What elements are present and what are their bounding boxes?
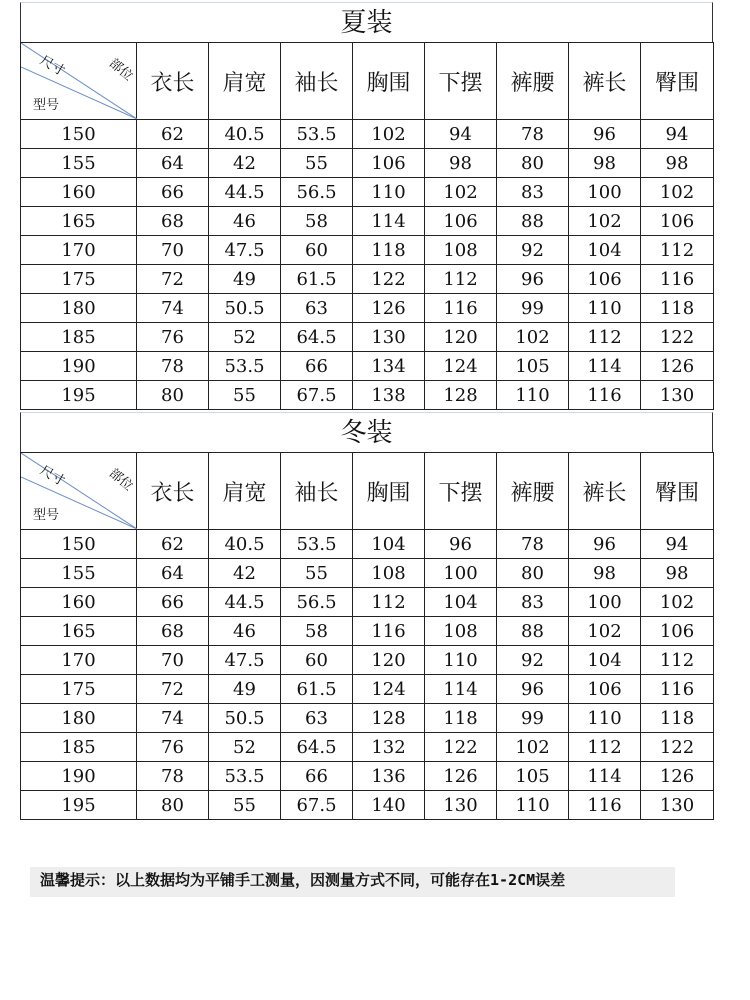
measurement-cell: 80 (497, 559, 569, 588)
measurement-cell: 128 (425, 381, 497, 410)
measurement-cell: 112 (569, 323, 641, 352)
measurement-cell: 104 (569, 646, 641, 675)
model-cell: 150 (21, 530, 137, 559)
measurement-cell: 50.5 (209, 294, 281, 323)
measurement-cell: 88 (497, 207, 569, 236)
measurement-cell: 98 (425, 149, 497, 178)
column-header: 裤长 (569, 453, 641, 530)
measurement-cell: 96 (569, 530, 641, 559)
measurement-cell: 102 (569, 617, 641, 646)
measurement-cell: 52 (209, 733, 281, 762)
measurement-cell: 49 (209, 265, 281, 294)
model-cell: 150 (21, 120, 137, 149)
winter-title: 冬装 (20, 412, 713, 452)
table-row (21, 704, 714, 733)
table-row (21, 588, 714, 617)
measurement-cell: 106 (425, 207, 497, 236)
measurement-cell: 114 (569, 762, 641, 791)
measurement-cell: 94 (425, 120, 497, 149)
measurement-cell: 67.5 (281, 791, 353, 820)
measurement-cell: 66 (137, 178, 209, 207)
model-cell: 195 (21, 381, 137, 410)
measurement-cell: 128 (353, 704, 425, 733)
measurement-cell: 53.5 (209, 352, 281, 381)
model-cell: 170 (21, 236, 137, 265)
measurement-cell: 116 (569, 791, 641, 820)
table-row (21, 294, 714, 323)
measurement-cell: 102 (641, 178, 714, 207)
table-row (21, 617, 714, 646)
measurement-cell: 64 (137, 149, 209, 178)
corner-size-label: 尺寸 (36, 463, 68, 490)
measurement-cell: 99 (497, 704, 569, 733)
measurement-cell: 92 (497, 646, 569, 675)
measurement-cell: 130 (353, 323, 425, 352)
model-cell: 155 (21, 149, 137, 178)
table-row (21, 646, 714, 675)
measurement-cell: 126 (425, 762, 497, 791)
measurement-cell: 56.5 (281, 178, 353, 207)
measurement-cell: 62 (137, 120, 209, 149)
measurement-cell: 112 (569, 733, 641, 762)
measurement-cell: 126 (641, 352, 714, 381)
measurement-cell: 66 (281, 762, 353, 791)
measurement-cell: 110 (353, 178, 425, 207)
column-header: 肩宽 (209, 453, 281, 530)
measurement-cell: 46 (209, 207, 281, 236)
measurement-cell: 126 (353, 294, 425, 323)
measurement-cell: 94 (641, 530, 714, 559)
winter-size-section (20, 412, 713, 820)
model-cell: 180 (21, 294, 137, 323)
table-row (21, 352, 714, 381)
measurement-cell: 42 (209, 149, 281, 178)
corner-size-label: 尺寸 (36, 53, 68, 80)
measurement-cell: 78 (497, 530, 569, 559)
measurement-cell: 40.5 (209, 120, 281, 149)
corner-header (21, 43, 137, 120)
measurement-cell: 60 (281, 646, 353, 675)
measurement-cell: 53.5 (209, 762, 281, 791)
model-cell: 160 (21, 178, 137, 207)
measurement-cell: 100 (569, 178, 641, 207)
measurement-cell: 110 (497, 791, 569, 820)
model-cell: 165 (21, 617, 137, 646)
measurement-cell: 96 (497, 265, 569, 294)
measurement-cell: 112 (641, 236, 714, 265)
model-cell: 190 (21, 762, 137, 791)
measurement-cell: 76 (137, 323, 209, 352)
measurement-cell: 106 (569, 265, 641, 294)
model-cell: 195 (21, 791, 137, 820)
table-row (21, 675, 714, 704)
measurement-cell: 94 (641, 120, 714, 149)
measurement-cell: 100 (569, 588, 641, 617)
measurement-cell: 134 (353, 352, 425, 381)
measurement-cell: 114 (569, 352, 641, 381)
model-cell: 175 (21, 265, 137, 294)
measurement-cell: 98 (641, 559, 714, 588)
measurement-cell: 67.5 (281, 381, 353, 410)
column-header: 臀围 (641, 43, 714, 120)
measurement-cell: 68 (137, 207, 209, 236)
measurement-cell: 124 (425, 352, 497, 381)
measurement-cell: 40.5 (209, 530, 281, 559)
measurement-cell: 53.5 (281, 120, 353, 149)
measurement-cell: 68 (137, 617, 209, 646)
column-header: 肩宽 (209, 43, 281, 120)
model-cell: 185 (21, 733, 137, 762)
measurement-cell: 118 (425, 704, 497, 733)
measurement-cell: 78 (137, 352, 209, 381)
measurement-cell: 70 (137, 646, 209, 675)
column-header: 下摆 (425, 453, 497, 530)
table-row (21, 265, 714, 294)
corner-model-label: 型号 (33, 98, 60, 113)
measurement-cell: 132 (353, 733, 425, 762)
measurement-cell: 102 (569, 207, 641, 236)
measurement-cell: 102 (497, 323, 569, 352)
measurement-cell: 46 (209, 617, 281, 646)
measurement-cell: 96 (497, 675, 569, 704)
measurement-cell: 116 (425, 294, 497, 323)
measurement-cell: 76 (137, 733, 209, 762)
model-cell: 160 (21, 588, 137, 617)
column-header: 衣长 (137, 43, 209, 120)
measurement-cell: 110 (425, 646, 497, 675)
measurement-cell: 106 (641, 617, 714, 646)
measurement-cell: 130 (425, 791, 497, 820)
corner-part-label: 部位 (105, 465, 136, 495)
measurement-cell: 118 (353, 236, 425, 265)
table-row (21, 323, 714, 352)
measurement-cell: 66 (281, 352, 353, 381)
table-row (21, 381, 714, 410)
measurement-cell: 102 (497, 733, 569, 762)
measurement-cell: 55 (281, 149, 353, 178)
measurement-cell: 80 (497, 149, 569, 178)
measurement-cell: 55 (209, 791, 281, 820)
measurement-cell: 108 (353, 559, 425, 588)
measurement-cell: 64.5 (281, 323, 353, 352)
measurement-cell: 64.5 (281, 733, 353, 762)
measurement-cell: 122 (641, 733, 714, 762)
measurement-cell: 63 (281, 294, 353, 323)
measurement-cell: 47.5 (209, 646, 281, 675)
summer-title: 夏装 (20, 2, 713, 42)
measurement-cell: 98 (641, 149, 714, 178)
column-header: 下摆 (425, 43, 497, 120)
measurement-cell: 120 (353, 646, 425, 675)
measurement-cell: 122 (641, 323, 714, 352)
measurement-cell: 102 (425, 178, 497, 207)
measurement-cell: 112 (353, 588, 425, 617)
measurement-cell: 63 (281, 704, 353, 733)
measurement-cell: 83 (497, 178, 569, 207)
measurement-cell: 58 (281, 617, 353, 646)
measurement-cell: 110 (569, 704, 641, 733)
measurement-cell: 108 (425, 617, 497, 646)
measurement-cell: 104 (353, 530, 425, 559)
measurement-cell: 96 (569, 120, 641, 149)
measurement-cell: 92 (497, 236, 569, 265)
model-cell: 165 (21, 207, 137, 236)
table-row (21, 178, 714, 207)
measurement-cell: 99 (497, 294, 569, 323)
measurement-cell: 110 (497, 381, 569, 410)
measurement-cell: 118 (641, 704, 714, 733)
measurement-cell: 122 (353, 265, 425, 294)
table-row (21, 733, 714, 762)
table-row (21, 559, 714, 588)
measurement-cell: 122 (425, 733, 497, 762)
measurement-cell: 98 (569, 149, 641, 178)
measurement-cell: 55 (281, 559, 353, 588)
measurement-cell: 116 (569, 381, 641, 410)
model-cell: 180 (21, 704, 137, 733)
table-row (21, 120, 714, 149)
measurement-cell: 56.5 (281, 588, 353, 617)
measurement-cell: 100 (425, 559, 497, 588)
model-cell: 175 (21, 675, 137, 704)
column-header: 臀围 (641, 453, 714, 530)
measurement-cell: 64 (137, 559, 209, 588)
table-row (21, 236, 714, 265)
measurement-cell: 98 (569, 559, 641, 588)
measurement-cell: 112 (641, 646, 714, 675)
measurement-cell: 61.5 (281, 675, 353, 704)
measurement-cell: 140 (353, 791, 425, 820)
measurement-cell: 106 (569, 675, 641, 704)
summer-size-section (20, 2, 713, 410)
measurement-cell: 118 (641, 294, 714, 323)
measurement-cell: 60 (281, 236, 353, 265)
measurement-cell: 114 (353, 207, 425, 236)
model-cell: 190 (21, 352, 137, 381)
measurement-cell: 102 (641, 588, 714, 617)
measurement-cell: 102 (353, 120, 425, 149)
measurement-cell: 116 (641, 265, 714, 294)
corner-header (21, 453, 137, 530)
measurement-cell: 44.5 (209, 588, 281, 617)
measurement-cell: 70 (137, 236, 209, 265)
measurement-cell: 74 (137, 294, 209, 323)
measurement-cell: 106 (353, 149, 425, 178)
winter-size-table (20, 452, 714, 820)
measurement-cell: 136 (353, 762, 425, 791)
measurement-cell: 49 (209, 675, 281, 704)
model-cell: 185 (21, 323, 137, 352)
measurement-cell: 130 (641, 791, 714, 820)
measurement-cell: 47.5 (209, 236, 281, 265)
measurement-cell: 53.5 (281, 530, 353, 559)
measurement-cell: 83 (497, 588, 569, 617)
measurement-cell: 105 (497, 762, 569, 791)
measurement-cell: 138 (353, 381, 425, 410)
measurement-cell: 78 (137, 762, 209, 791)
measurement-cell: 104 (569, 236, 641, 265)
measurement-cell: 105 (497, 352, 569, 381)
model-cell: 170 (21, 646, 137, 675)
measurement-cell: 52 (209, 323, 281, 352)
measurement-cell: 80 (137, 791, 209, 820)
measurement-cell: 55 (209, 381, 281, 410)
measurement-cell: 106 (641, 207, 714, 236)
column-header: 袖长 (281, 43, 353, 120)
measurement-cell: 96 (425, 530, 497, 559)
measurement-cell: 62 (137, 530, 209, 559)
measurement-cell: 110 (569, 294, 641, 323)
measurement-cell: 61.5 (281, 265, 353, 294)
measurement-cell: 66 (137, 588, 209, 617)
measurement-cell: 126 (641, 762, 714, 791)
table-row (21, 530, 714, 559)
column-header: 裤腰 (497, 43, 569, 120)
corner-model-label: 型号 (33, 508, 60, 523)
column-header: 袖长 (281, 453, 353, 530)
measurement-cell: 74 (137, 704, 209, 733)
measurement-cell: 116 (353, 617, 425, 646)
measurement-cell: 80 (137, 381, 209, 410)
column-header: 裤长 (569, 43, 641, 120)
measurement-cell: 112 (425, 265, 497, 294)
measurement-cell: 114 (425, 675, 497, 704)
measurement-cell: 124 (353, 675, 425, 704)
measurement-cell: 50.5 (209, 704, 281, 733)
measurement-cell: 104 (425, 588, 497, 617)
measurement-note: 温馨提示：以上数据均为平铺手工测量，因测量方式不同，可能存在1-2CM误差 (30, 867, 675, 897)
table-row (21, 149, 714, 178)
corner-part-label: 部位 (105, 55, 136, 85)
column-header: 胸围 (353, 453, 425, 530)
measurement-cell: 44.5 (209, 178, 281, 207)
measurement-cell: 116 (641, 675, 714, 704)
measurement-cell: 42 (209, 559, 281, 588)
table-row (21, 762, 714, 791)
model-cell: 155 (21, 559, 137, 588)
measurement-cell: 88 (497, 617, 569, 646)
table-row (21, 207, 714, 236)
measurement-cell: 72 (137, 265, 209, 294)
column-header: 胸围 (353, 43, 425, 120)
measurement-cell: 72 (137, 675, 209, 704)
measurement-cell: 78 (497, 120, 569, 149)
measurement-cell: 108 (425, 236, 497, 265)
measurement-cell: 120 (425, 323, 497, 352)
measurement-cell: 58 (281, 207, 353, 236)
table-row (21, 791, 714, 820)
summer-size-table (20, 42, 714, 410)
column-header: 衣长 (137, 453, 209, 530)
column-header: 裤腰 (497, 453, 569, 530)
measurement-cell: 130 (641, 381, 714, 410)
